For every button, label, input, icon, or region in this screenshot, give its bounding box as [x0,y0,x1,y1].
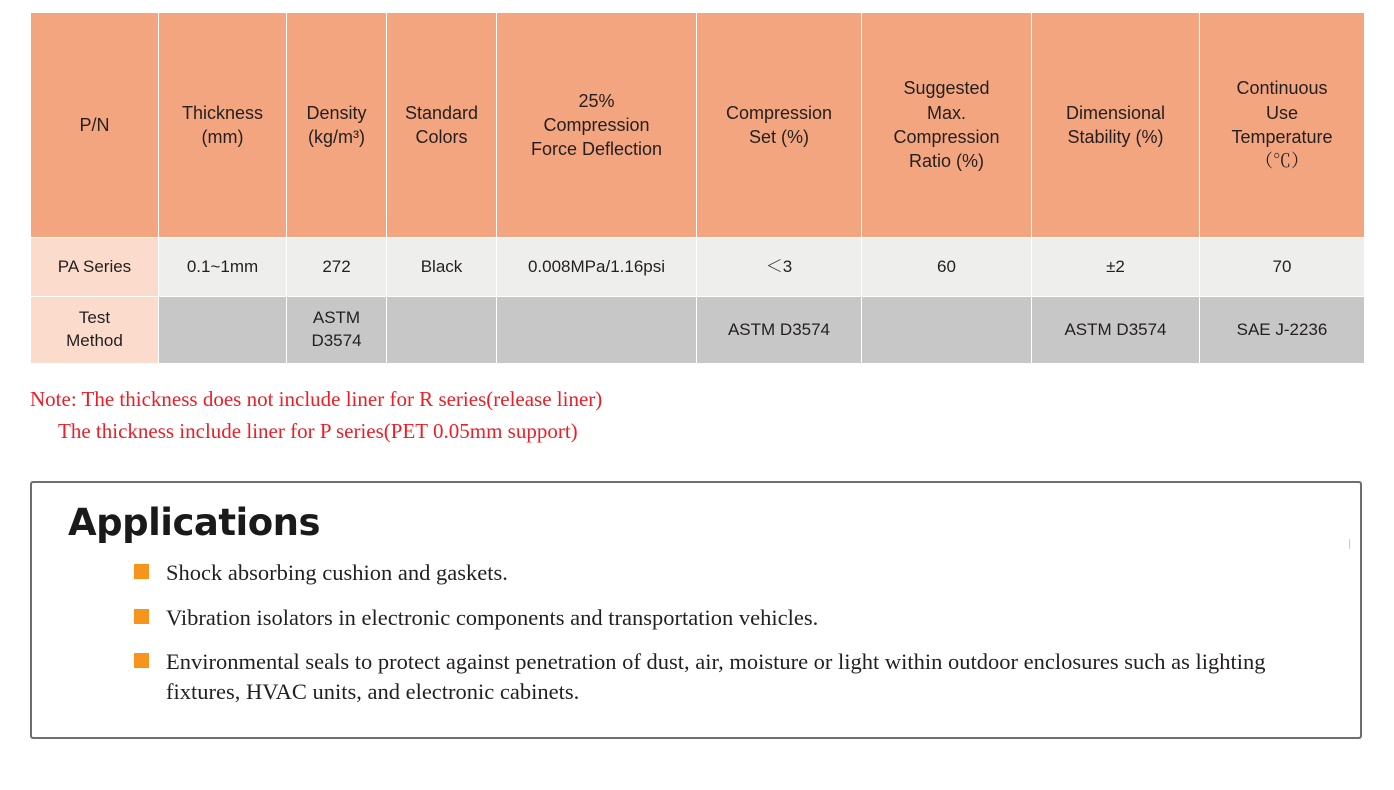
column-header-pn [31,13,159,238]
list-item [134,647,1334,706]
header-line: Stability (%) [1067,127,1164,147]
cell-line: ASTM [312,308,361,328]
square-bullet-icon [134,653,149,668]
header-line: (kg/m³) [308,127,365,147]
specification-table [30,12,1365,364]
header-line: Compression [543,114,650,135]
cell-compression-set: ＜3 [697,238,862,297]
column-header-density [287,13,387,238]
column-header-compression-set [697,13,862,238]
applications-list [58,558,1334,707]
header-line: Compression [725,102,833,123]
header-line: （℃） [1255,151,1309,172]
cell-density: 272 [287,238,387,297]
list-item-label: Environmental seals to protect against penetration of dust, air, moisture or light within outdoor enclosures such as lighting fixtures, HVAC units, and electronic cabinets. [166,649,1266,705]
row-label-line: Method [66,331,123,350]
row-label-test-method [31,297,159,364]
cell-method-standard-colors [387,297,497,364]
header-line: Temperature [1231,127,1333,147]
cell-compression-force-deflection: 0.008MPa/1.16psi [497,238,697,297]
header-line: Colors [415,127,468,147]
header-line: 25% [578,90,615,111]
cell-method-suggested-max-compression-ratio [862,297,1032,364]
column-header-dimensional-stability [1032,13,1200,238]
cell-line: D3574 [311,331,362,350]
cell-dimensional-stability: ±2 [1032,238,1200,297]
list-item-label: Shock absorbing cushion and gaskets. [166,560,508,585]
applications-panel [30,481,1362,739]
table-row [31,297,1365,364]
header-line: Compression [893,127,1000,147]
square-bullet-icon [134,609,149,624]
column-header-continuous-use-temperature [1200,13,1365,238]
cell-method-dimensional-stability: ASTM D3574 [1032,297,1200,364]
cell-method-density [287,297,387,364]
page-tick-mark [1349,539,1350,549]
header-line: Dimensional [1065,102,1166,123]
square-bullet-icon [134,564,149,579]
cell-standard-colors: Black [387,238,497,297]
note-line-2: The thickness include liner for P series(PET 0.05mm support) [58,418,578,443]
cell-method-thickness [159,297,287,364]
header-line: Standard [404,102,479,123]
header-line: Ratio (%) [908,151,984,172]
table-row [31,238,1365,297]
cell-method-compression-set: ASTM D3574 [697,297,862,364]
cell-suggested-max-compression-ratio: 60 [862,238,1032,297]
note-line-1: Note: The thickness does not include liner for R series(release liner) [30,387,603,411]
header-line: Max. [926,102,966,123]
header-line: Use [1265,102,1298,123]
cell-thickness: 0.1~1mm [159,238,287,297]
header-line: Force Deflection [530,139,663,160]
column-header-suggested-max-compression-ratio [862,13,1032,238]
row-label-pa-series: PA Series [31,238,159,297]
header-line: Thickness [181,102,264,123]
list-item-label: Vibration isolators in electronic components and transportation vehicles. [166,604,819,630]
header-line: (mm) [201,127,244,147]
notes-block [30,384,1364,447]
column-header-thickness [159,13,287,238]
header-line: Density [306,102,367,123]
header-line: Set (%) [748,127,809,147]
header-line: Continuous [1236,78,1328,99]
header-line: Suggested [903,78,990,99]
column-header-standard-colors [387,13,497,238]
cell-method-continuous-use-temperature: SAE J-2236 [1200,297,1365,364]
applications-title: Applications [68,501,321,544]
list-item [134,603,1334,633]
row-label-line: Test [78,308,111,328]
list-item [134,558,1334,588]
header-line: P/N [79,114,110,135]
table-header-row [31,13,1365,238]
cell-continuous-use-temperature: 70 [1200,238,1365,297]
cell-method-compression-force-deflection [497,297,697,364]
column-header-compression-force-deflection [497,13,697,238]
